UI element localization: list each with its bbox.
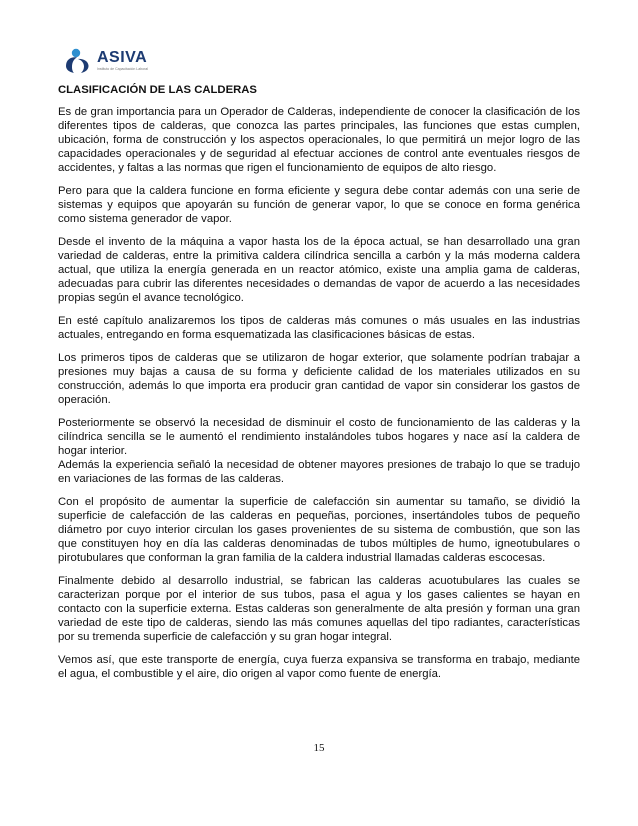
- paragraph-3: Desde el invento de la máquina a vapor hasta los de la época actual, se han desarrollado una gran variedad de calderas, entre la primitiva caldera cilíndrica sencilla a carbón y la más moderna caldera actual, que utiliza la energía generada en un reactor atómico, existe una amplia gama de calderas, adecuadas para cubrir las diferentes necesidades o demandas de vapor de acuerdo a las necesidades propias según el avance tecnológico.: [58, 236, 580, 304]
- paragraph-5: Los primeros tipos de calderas que se utilizaron de hogar exterior, que solamente podrían trabajar a presiones muy bajas a causa de su forma y deficiente calidad de los materiales utilizados en su construcción, además lo que importa era producir gran cantidad de vapor sin considerar los gastos de operación.: [58, 352, 580, 406]
- document-body: [58, 83, 580, 690]
- paragraph-9: Finalmente debido al desarrollo industrial, se fabrican las calderas acuotubulares las cuales se caracterizan porque por el interior de sus tubos, pasa el agua y los gases calientes se hayan en contacto con la superficie externa. Estas calderas son generalmente de alta presión y forman una gran variedad de este tipo de calderas, siendo las más comunes aquellas del tipo radiantes, características por su tremenda superficie de calefacción y su gran hogar integral.: [58, 575, 580, 643]
- section-heading: CLASIFICACIÓN DE LAS CALDERAS: [58, 84, 257, 96]
- paragraph-8: Con el propósito de aumentar la superficie de calefacción sin aumentar su tamaño, se dividió la superficie de calefacción de las calderas en pequeñas, porciones, insertándoles tubos de pequeño diámetro por cuyo interior circulan los gases provenientes de su sistema de combustión, que son las que constituyen hoy en día las calderas denominadas de tubos múltiples de humo, igneotubulares o pirotubulares que conforman la gran familia de la caldera industrial llamadas calderas escocesas.: [58, 496, 580, 564]
- paragraph-7: Además la experiencia señaló la necesidad de obtener mayores presiones de trabajo lo que se tradujo en variaciones de las formas de las calderas.: [58, 459, 580, 485]
- asiva-emblem-icon: [64, 48, 94, 74]
- paragraph-4: En esté capítulo analizaremos los tipos de calderas más comunes o más usuales en las industrias actuales, entregando en forma esquematizada las clasificaciones básicas de estas.: [58, 315, 580, 341]
- logo-tagline: Instituto de Capacitación Laboral: [97, 67, 148, 71]
- logo-wordmark: ASIVA: [97, 49, 148, 66]
- paragraph-2: Pero para que la caldera funcione en forma eficiente y segura debe contar además con una serie de sistemas y equipos que apoyarán su función de generar vapor, lo que se conoce en forma genérica como sistema generador de vapor.: [58, 185, 580, 225]
- paragraph-10: Vemos así, que este transporte de energía, cuya fuerza expansiva se transforma en trabajo, mediante el agua, el combustible y el aire, dio origen al vapor como fuente de energía.: [58, 654, 580, 680]
- paragraph-1: Es de gran importancia para un Operador de Calderas, independiente de conocer la clasificación de los diferentes tipos de calderas, que conozca las partes principales, las funciones que estas cumplen, ubicación, forma de construcción y los aspectos operacionales, lo que permitirá un mejor logro de las capacidades operacionales y de seguridad al efectuar acciones de control ante eventuales riesgos de accidentes, y faltas a las normas que rigen el funcionamiento de equipos de alto riesgo.: [58, 106, 580, 174]
- asiva-logo: [64, 48, 164, 74]
- page-number: 15: [313, 742, 325, 754]
- paragraph-6: Posteriormente se observó la necesidad de disminuir el costo de funcionamiento de las calderas y la cilíndrica sencilla se le aumentó el rendimiento instalándoles tubos hogares y nace así la caldera de hogar interior.: [58, 417, 580, 457]
